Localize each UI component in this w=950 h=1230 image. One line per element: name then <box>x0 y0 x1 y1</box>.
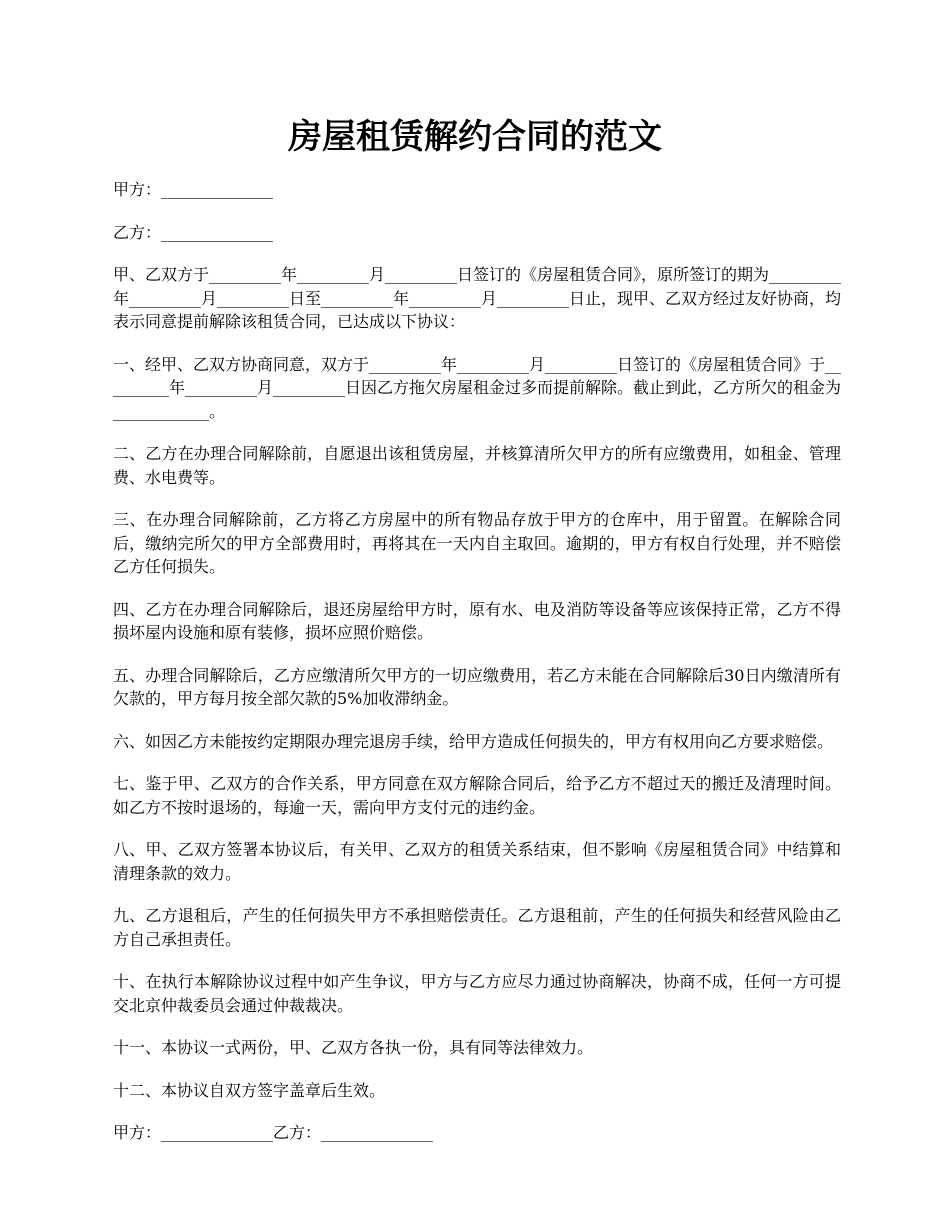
clause-7: 七、鉴于甲、乙双方的合作关系，甲方同意在双方解除合同后，给予乙方不超过天的搬迁及清理时间。如乙方不按时退场的，每逾一天，需向甲方支付元的违约金。 <box>113 774 841 817</box>
clause-4: 四、乙方在办理合同解除后，退还房屋给甲方时，原有水、电及消防等设备等应该保持正常，乙方不得损坏屋内设施和原有装修，损坏应照价赔偿。 <box>113 599 841 642</box>
clause-12: 十二、本协议自双方签字盖章后生效。 <box>113 1080 386 1100</box>
clause-3: 三、在办理合同解除前，乙方将乙方房屋中的所有物品存放于甲方的仓库中，用于留置。在解除合同后，缴纳完所欠的甲方全部费用时，再将其在一天内自主取回。逾期的，甲方有权自行处理，并不赔偿乙方任何损失。 <box>113 510 841 576</box>
clause-9: 九、乙方退租后，产生的任何损失甲方不承担赔偿责任。乙方退租前，产生的任何损失和经营风险由乙方自己承担责任。 <box>113 906 841 949</box>
document-title: 房屋租赁解约合同的范文 <box>288 117 662 157</box>
clause-11: 十一、本协议一式两份，甲、乙双方各执一份，具有同等法律效力。 <box>113 1038 594 1057</box>
clause-8: 八、甲、乙双方签署本协议后，有关甲、乙双方的租赁关系结束，但不影响《房屋租赁合同》中结算和清理条款的效力。 <box>113 840 841 883</box>
clause-10: 十、在执行本解除协议过程中如产生争议，甲方与乙方应尽力通过协商解决，协商不成，任何一方可提交北京仲裁委员会通过仲裁裁决。 <box>113 972 841 1015</box>
signature-line: 甲方：______________乙方：______________ <box>113 1123 434 1142</box>
intro-paragraph: 甲、乙双方于_________年_________月_________日签订的《房屋租赁合同》，原所签订的期为_________年_________月_________日至_________年_________月_________日止，现甲、乙双方经过友好协商，均表示同意提前解除该租赁合同，已达成以下协议： <box>113 265 842 331</box>
clause-5: 五、办理合同解除后，乙方应缴清所欠甲方的一切应缴费用，若乙方未能在合同解除后30日内缴清所有欠款的，甲方每月按全部欠款的5%加收滞纳金。 <box>113 665 841 708</box>
clause-6: 六、如因乙方未能按约定期限办理完退房手续，给甲方造成任何损失的，甲方有权用向乙方要求赔偿。 <box>113 731 834 751</box>
clause-2: 二、乙方在办理合同解除前，自愿退出该租赁房屋，并核算清所欠甲方的所有应缴费用，如租金、管理费、水电费等。 <box>113 444 841 487</box>
clause-1: 一、经甲、乙双方协商同意，双方于_________年_________月_________日签订的《房屋租赁合同》于_________年_________月_________日因乙方拖欠房屋租金过多而提前解除。截止到此，乙方所欠的租金为____________。 <box>113 354 842 421</box>
document-body <box>113 178 841 1145</box>
party-a-line: 甲方：______________ <box>113 180 274 199</box>
party-b-line: 乙方：______________ <box>113 222 274 242</box>
